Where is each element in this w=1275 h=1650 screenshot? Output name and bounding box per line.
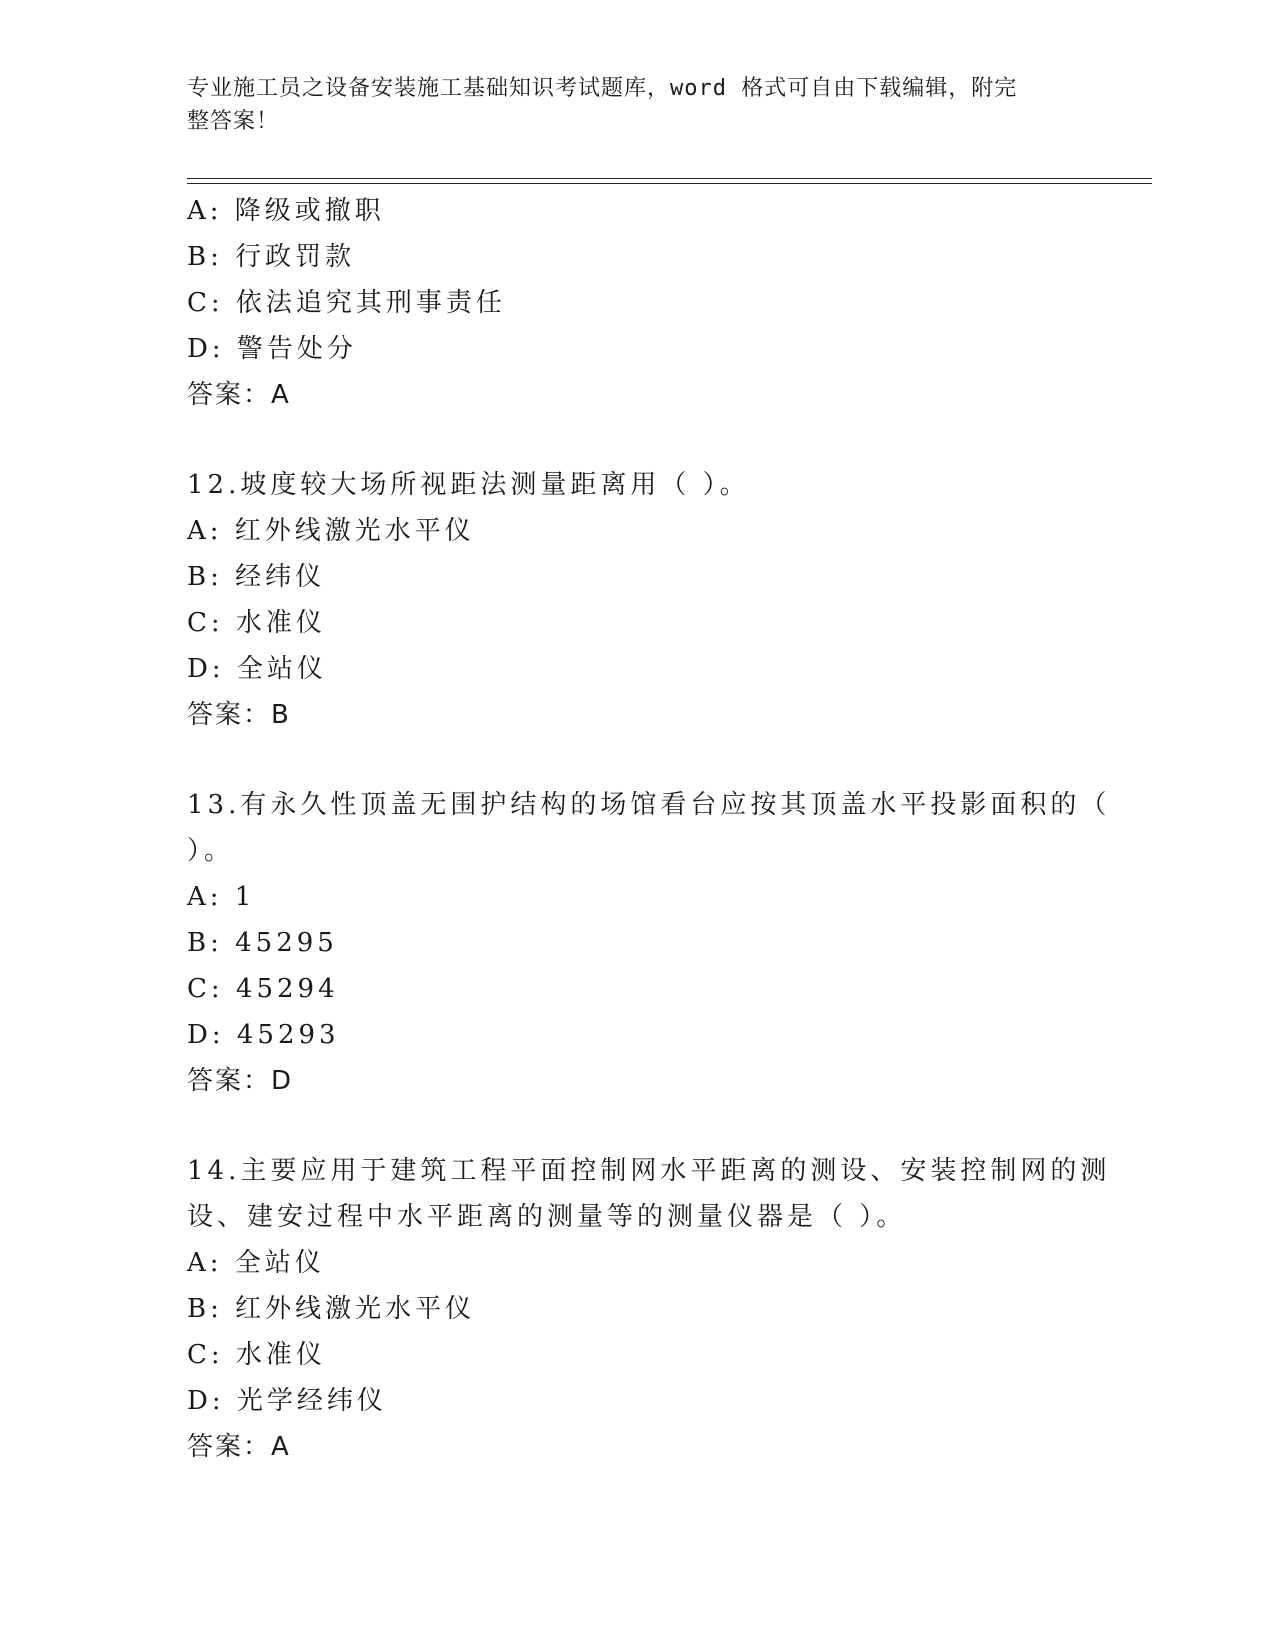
question-11 [187, 188, 1087, 418]
question-text: 12.坡度较大场所视距法测量距离用（ ）。 [187, 470, 750, 500]
header-divider-top [187, 178, 1152, 179]
option-b: B: 红外线激光水平仪 [187, 1294, 476, 1324]
option-b: B: 经纬仪 [187, 562, 326, 592]
spacer [187, 738, 1087, 782]
question-13 [187, 782, 1111, 1104]
answer-line: 答案：A [187, 1432, 291, 1462]
option-d: D: 全站仪 [187, 654, 327, 684]
question-12 [187, 462, 1087, 738]
option-a: A: 全站仪 [187, 1248, 325, 1278]
question-14 [187, 1148, 1111, 1470]
option-b: B: 45295 [187, 928, 338, 958]
question-text-line-2: ）。 [187, 836, 235, 866]
option-c: C: 45294 [187, 974, 339, 1004]
answer-line: 答案：D [187, 1066, 294, 1096]
option-a: A: 红外线激光水平仪 [187, 516, 475, 546]
option-c: C: 水准仪 [187, 1340, 326, 1370]
header-line-1: 专业施工员之设备安装施工基础知识考试题库，word 格式可自由下载编辑，附完 [187, 76, 1018, 101]
answer-line: 答案：A [187, 380, 291, 410]
option-a: A: 降级或撤职 [187, 196, 385, 226]
option-d: D: 45293 [187, 1020, 340, 1050]
header-divider-bottom [187, 183, 1152, 184]
option-c: C: 依法追究其刑事责任 [187, 288, 506, 318]
option-c: C: 水准仪 [187, 608, 326, 638]
question-text-line-1: 13.有永久性顶盖无围护结构的场馆看台应按其顶盖水平投影面积的（ [187, 790, 1111, 820]
spacer [187, 418, 1087, 462]
option-d: D: 光学经纬仪 [187, 1386, 387, 1416]
header-line-2: 整答案！ [187, 109, 280, 134]
question-text-line-1: 14.主要应用于建筑工程平面控制网水平距离的测设、安装控制网的测 [187, 1156, 1111, 1186]
option-b: B: 行政罚款 [187, 242, 356, 272]
option-a: A: 1 [187, 882, 256, 912]
document-header [187, 72, 1067, 138]
option-d: D: 警告处分 [187, 334, 357, 364]
question-text-line-2: 设、建安过程中水平距离的测量等的测量仪器是（ ）。 [187, 1202, 907, 1232]
spacer [187, 1104, 1087, 1148]
question-list [187, 188, 1111, 1470]
answer-line: 答案：B [187, 700, 291, 730]
